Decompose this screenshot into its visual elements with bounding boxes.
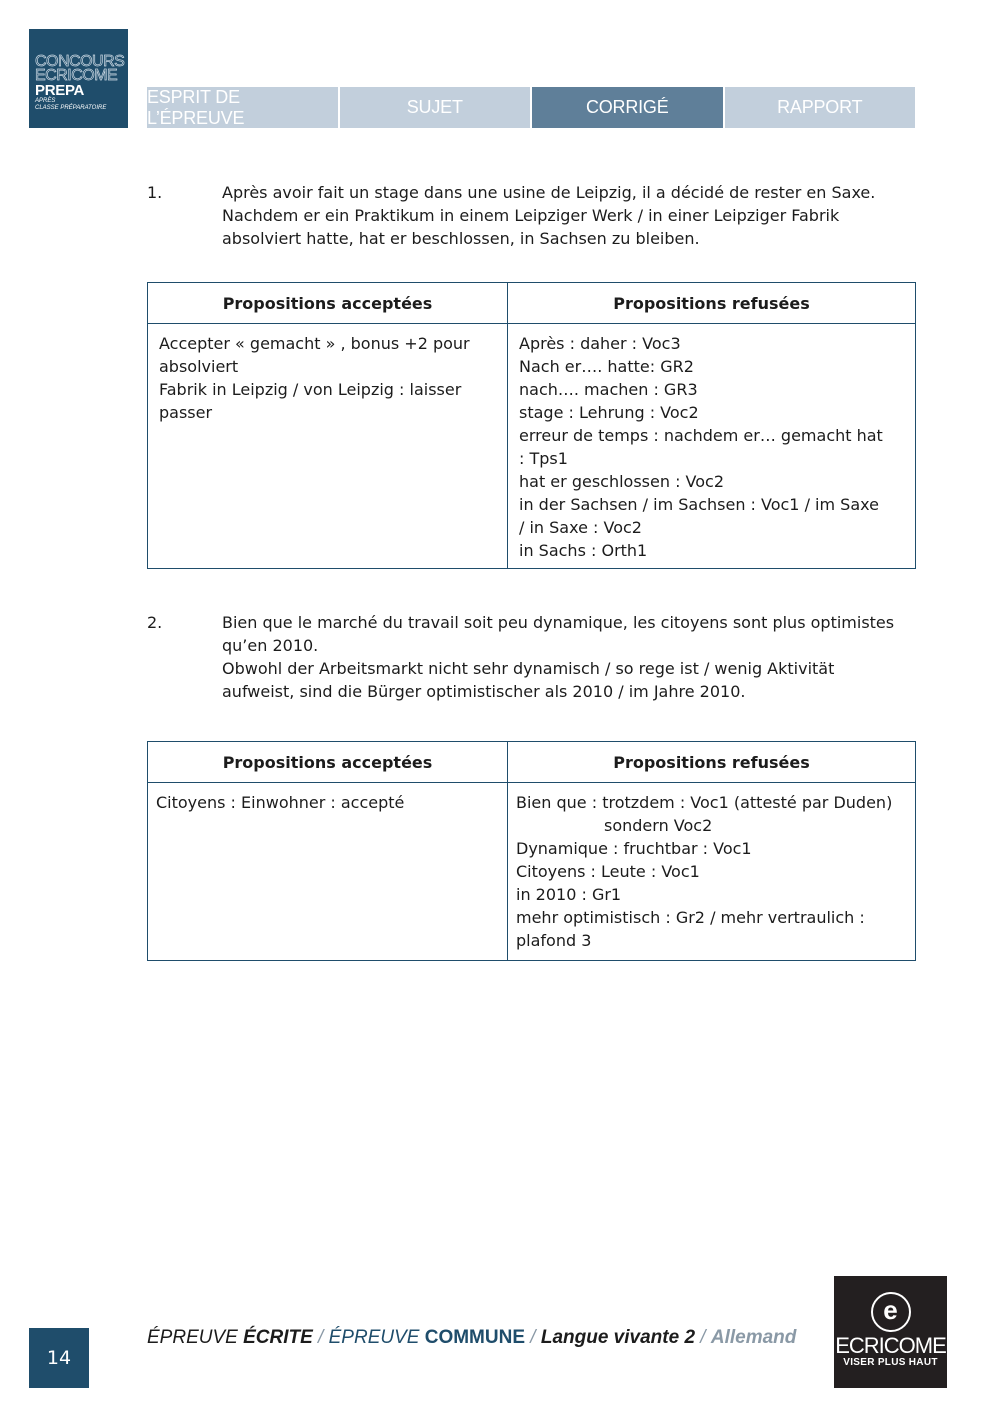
- column-header-refused: Propositions refusées: [508, 283, 916, 324]
- refused-line: hat er geschlossen : Voc2: [519, 472, 725, 491]
- refused-line: Bien que : trotzdem : Voc1 (attesté par Duden): [516, 793, 893, 812]
- accepted-line: passer: [159, 403, 213, 422]
- exercise-item-1: [147, 181, 917, 250]
- column-header-accepted: Propositions acceptées: [148, 742, 508, 783]
- refused-line: erreur de temps : nachdem er… gemacht hat: [519, 426, 883, 445]
- page-number: 14: [29, 1328, 89, 1388]
- footer-separator: /: [695, 1327, 711, 1348]
- logo-line-ecricome: ECRICOME: [35, 67, 118, 84]
- accepted-line: Fabrik in Leipzig / von Leipzig : laisser: [159, 380, 462, 399]
- tab-sujet[interactable]: SUJET: [340, 87, 531, 128]
- refused-line: : Tps1: [519, 449, 568, 468]
- corrections-table-2: [147, 741, 916, 961]
- footer-separator: /: [525, 1327, 541, 1348]
- exam-footer-title: [147, 1327, 796, 1349]
- refused-line: Citoyens : Leute : Voc1: [516, 862, 700, 881]
- footer-separator: /: [312, 1327, 329, 1348]
- column-header-accepted: Propositions acceptées: [148, 283, 508, 324]
- tab-esprit[interactable]: ESPRIT DE L’ÉPREUVE: [147, 87, 338, 128]
- tab-rapport[interactable]: RAPPORT: [725, 87, 916, 128]
- logo-line-classe: CLASSE PRÉPARATOIRE: [35, 105, 107, 111]
- logo-line-concours: CONCOURS: [35, 53, 125, 70]
- brand-name: ECRICOME: [835, 1333, 946, 1358]
- refused-line: in der Sachsen / im Sachsen : Voc1 / im Saxe: [519, 495, 879, 514]
- section-tabs: [147, 87, 915, 128]
- accepted-line: Accepter « gemacht » , bonus +2 pour: [159, 334, 470, 353]
- item-text-line: Après avoir fait un stage dans une usine de Leipzig, il a décidé de rester en Saxe.: [222, 183, 876, 202]
- footer-part-epreuve: ÉPREUVE: [147, 1327, 244, 1348]
- item-text-line: absolviert hatte, hat er beschlossen, in Sachsen zu bleiben.: [222, 229, 700, 248]
- tab-corrige[interactable]: CORRIGÉ: [532, 87, 723, 128]
- item-text-line: Nachdem er ein Praktikum in einem Leipziger Werk / in einer Leipziger Fabrik: [222, 206, 840, 225]
- refused-line: Dynamique : fruchtbar : Voc1: [516, 839, 752, 858]
- logo-line-apres: APRÈS: [35, 98, 56, 104]
- accepted-cell: [148, 324, 508, 569]
- accepted-line: absolviert: [159, 357, 239, 376]
- footer-part-allemand: Allemand: [710, 1327, 797, 1348]
- refused-line: stage : Lehrung : Voc2: [519, 403, 699, 422]
- item-text-line: aufweist, sind die Bürger optimistischer als 2010 / im Jahre 2010.: [222, 682, 746, 701]
- refused-line: Après : daher : Voc3: [519, 334, 681, 353]
- item-number: 1.: [147, 183, 163, 202]
- item-text-line: Obwohl der Arbeitsmarkt nicht sehr dynamisch / so rege ist / wenig Aktivität: [222, 659, 835, 678]
- refused-line: Nach er…. hatte: GR2: [519, 357, 694, 376]
- ecricome-brand-logo: [834, 1276, 947, 1388]
- column-header-refused: Propositions refusées: [508, 742, 916, 783]
- accepted-cell: [148, 783, 508, 961]
- footer-part-epreuve-2: ÉPREUVE: [328, 1327, 425, 1348]
- ecricome-e-icon: e: [871, 1292, 911, 1332]
- footer-part-commune: COMMUNE: [424, 1327, 525, 1348]
- logo-line-prepa: PREPA: [35, 82, 85, 99]
- refused-line: in Sachs : Orth1: [519, 541, 648, 560]
- item-text-line: Bien que le marché du travail soit peu dynamique, les citoyens sont plus optimistes: [222, 613, 895, 632]
- footer-part-langue: Langue vivante 2: [540, 1327, 696, 1348]
- refused-line: sondern Voc2: [604, 816, 713, 835]
- concours-logo: [29, 29, 128, 128]
- footer-part-ecrite: ÉCRITE: [243, 1327, 313, 1348]
- refused-line: in 2010 : Gr1: [516, 885, 622, 904]
- exercise-item-2: [147, 611, 917, 703]
- item-number: 2.: [147, 613, 163, 632]
- refused-line: plafond 3: [516, 931, 592, 950]
- item-text-line: qu’en 2010.: [222, 636, 319, 655]
- refused-line: nach…. machen : GR3: [519, 380, 698, 399]
- refused-cell: [508, 324, 916, 569]
- accepted-line: Citoyens : Einwohner : accepté: [156, 793, 405, 812]
- refused-line: mehr optimistisch : Gr2 / mehr vertraulich :: [516, 908, 865, 927]
- brand-tagline: VISER PLUS HAUT: [843, 1357, 938, 1368]
- refused-line: / in Saxe : Voc2: [519, 518, 642, 537]
- corrections-table-1: [147, 282, 916, 569]
- refused-cell: [508, 783, 916, 961]
